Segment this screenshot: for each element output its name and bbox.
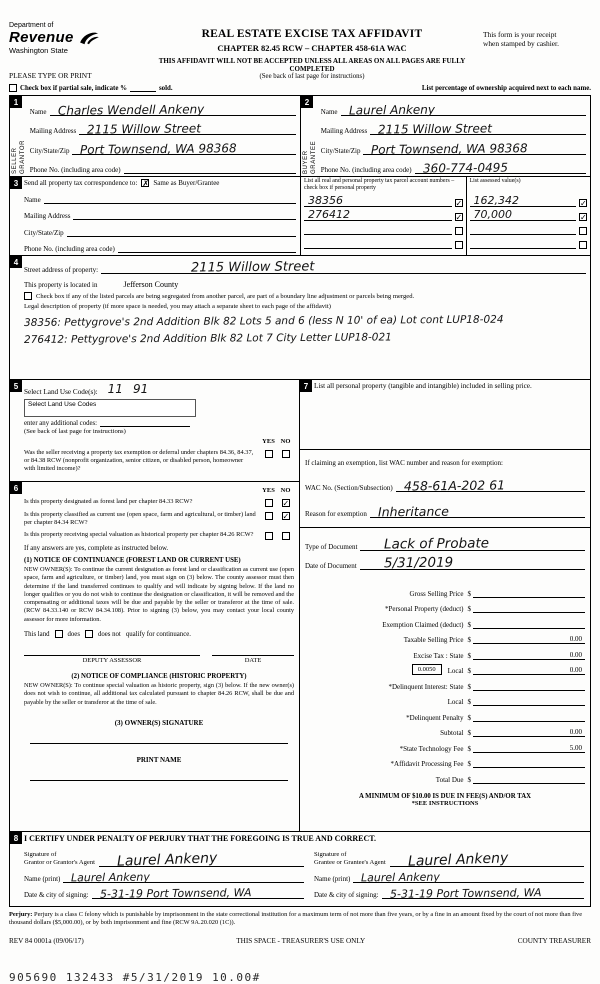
segregated-checkbox[interactable] [24,292,32,300]
notice-compliance-title: (2) NOTICE OF COMPLIANCE (HISTORIC PROPERTY) [71,673,247,681]
affidavit-form-box [9,95,591,907]
document-date-value: 5/31/2019 [383,554,454,572]
partial-sale-row [9,84,591,92]
does-label: does [67,630,80,638]
grantor-date-city-label: Date & city of signing: [24,891,89,899]
grantee-signature-label-1: Signature of [314,851,347,859]
located-county-value: Jefferson County [123,280,179,289]
assessed-value-4-field[interactable] [470,235,576,249]
property-description-section [10,256,590,380]
delinquent-interest-state-field[interactable] [473,682,585,691]
same-as-buyer-label: Same as Buyer/Grantee [153,179,220,187]
assessed-value-row [470,193,587,207]
buyer-section [300,96,590,176]
parcel-4-personal-property-checkbox[interactable] [455,241,463,249]
county-treasurer-label: COUNTY TREASURER [517,936,591,945]
grantor-signature-field[interactable] [99,845,304,870]
correspondence-label: Send all property tax correspondence to: [24,179,138,187]
forest-land-yes-checkbox[interactable] [265,499,273,507]
parcel-numbers-header: List all real and personal property tax parcel account numbers – check box if personal property [304,178,455,192]
correspondence-phone-label: Phone No. (including area code) [24,245,115,253]
section-8-number: 8 [10,832,22,844]
section-3-number: 3 [10,177,22,189]
buyer-name-label: Name [320,108,338,116]
certify-statement: I CERTIFY UNDER PENALTY OF PERJURY THAT THE FOREGOING IS TRUE AND CORRECT. [24,834,377,843]
correspondence-city-state-zip-label: City/State/Zip [24,228,64,237]
buyer-address-field[interactable] [370,117,586,135]
grantee-date-city-value: 5-31-19 Port Townsend, WA [389,886,542,901]
land-use-select[interactable]: Select Land Use Codes [24,399,196,417]
seller-city-state-zip-field[interactable] [72,137,296,155]
affidavit-processing-fee-field[interactable] [473,759,585,768]
seller-address-value: 2115 Willow Street [87,121,202,137]
section-6-number: 6 [10,482,22,494]
receipt-note [483,22,591,49]
taxable-selling-price-field[interactable]: 0.00 [473,635,585,644]
local-rate-box: 0.0050 [412,664,442,675]
document-date-field[interactable] [360,551,585,570]
this-land-label: This land [24,630,50,638]
same-as-buyer-checkbox[interactable]: ✗ [142,179,150,188]
grantee-signature-field[interactable] [390,845,584,870]
owners-signature-title: (3) OWNER(S) SIGNATURE [114,718,204,727]
land-use-code-label: Select Land Use Code(s): [24,388,98,396]
assessed-value-3-field[interactable] [470,221,576,235]
buyer-phone-field[interactable] [415,156,586,174]
land-use-code-section [10,380,299,482]
seller-side-label: SELLER [12,147,18,174]
correspondence-parcels-row [10,177,590,256]
historic-no-checkbox[interactable] [282,532,290,540]
grantor-date-city-field[interactable] [92,883,304,899]
yes-column-header: YES [262,438,275,445]
buyer-phone-value: 360-774-0495 [422,160,508,176]
title-block [141,22,483,53]
section-5-number: 5 [10,380,22,392]
buyer-address-label: Mailing Address [320,127,368,136]
certification-section [10,832,590,906]
correspondence-name-field[interactable] [44,189,296,204]
correspondence-address-label: Mailing Address [24,212,71,220]
land-designation-section [10,482,299,831]
middle-two-column-row [10,380,590,832]
buyer-name-value: Laurel Ankeny [348,102,435,118]
grantor-signature-label-1: Signature of [24,851,57,859]
document-date-label: Date of Document [305,562,357,570]
seller-phone-field[interactable] [124,156,296,174]
buyer-name-field[interactable] [341,98,587,116]
parcel-number-4-field[interactable] [304,235,452,249]
deputy-assessor-signature-line[interactable]: DEPUTY ASSESSOR [24,655,200,664]
grantor-date-city-value: 5-31-19 Port Townsend, WA [99,886,252,901]
deferral-question: Was the seller receiving a property tax exemption or deferral under chapters 84.36, 84.37, or 84.38 RCW (nonprofit organization, senior citizen, or disabled person, homeowner with limited income)? [24,449,254,472]
grantor-name-print-value: Laurel Ankeny [71,870,151,885]
assessed-value-4-checkbox[interactable] [579,241,587,249]
assessed-value-row [470,207,587,221]
assessed-value-row [470,235,587,249]
section-7-number: 7 [300,380,312,392]
logo-dept-text: Department of [9,22,54,29]
form-chapter: CHAPTER 82.45 RCW – CHAPTER 458-61A WAC [217,43,407,53]
parcel-row [304,193,463,207]
receipt-note-line1: This form is your receipt [483,30,557,39]
rev-form-code: REV 84 0001a (09/06/17) [9,936,84,945]
seller-section [10,96,300,176]
land-does-not-checkbox[interactable] [85,630,93,638]
grantor-name-print-field[interactable] [63,867,304,883]
ownership-note: List percentage of ownership acquired next to each name. [421,85,591,92]
additional-codes-field[interactable] [100,419,190,427]
parcel-row [304,235,463,249]
acceptance-notice: THIS AFFIDAVIT WILL NOT BE ACCEPTED UNLESS ALL AREAS ON ALL PAGES ARE FULLY COMPLETED [158,57,466,73]
form-footer-row [9,937,591,945]
subtotal-field[interactable]: 0.00 [473,728,585,737]
assessed-value-1-field[interactable]: 162,342 [470,193,576,207]
seller-city-state-zip-label: City/State/Zip [29,146,70,155]
section-1-number: 1 [10,96,22,108]
section5-see-back: (See back of last page for instructions) [24,428,126,435]
partial-sale-checkbox[interactable] [9,84,17,92]
buyer-city-state-zip-value: Port Townsend, WA 98368 [371,140,529,157]
assessed-value-2-checkbox[interactable]: ✓ [580,213,587,222]
logo-revenue-text: Revenue [9,29,74,46]
form-title: REAL ESTATE EXCISE TAX AFFIDAVIT [201,28,423,40]
grantor-name-print-label: Name (print) [24,875,61,883]
personal-property-label: List all personal property (tangible and intangible) included in selling price. [314,382,532,390]
print-name-line[interactable] [30,764,288,781]
header-row-2 [9,57,591,80]
historic-yes-checkbox[interactable] [265,532,273,540]
current-use-yes-checkbox[interactable] [265,512,273,520]
parcel-row [304,207,463,221]
no-column-header: NO [280,487,291,494]
segregated-label: Check box if any of the listed parcels are being segregated from another parcel, are part of a boundary line adjustment or parcels being merged. [36,292,415,300]
grantee-signature-value: Laurel Ankeny [407,850,509,870]
parcel-1-personal-property-checkbox[interactable]: ✓ [455,199,463,208]
exemption-reason-label: Reason for exemption [305,510,367,519]
seller-address-field[interactable] [79,117,296,135]
correspondence-phone-field[interactable] [118,238,296,253]
wac-number-field[interactable] [396,476,585,495]
grantee-name-print-value: Laurel Ankeny [361,870,441,885]
deferral-yes-checkbox[interactable] [265,450,273,458]
tax-computation-table: Gross Selling Price $ *Personal Property (deduct) $ Exemption Claimed (deduct) $ Taxable Selling Price $ 0.00 Excise Tax : State $ 0.00 0.0050 Local $ 0.00 *Delinquent Interest: State $ Local $ *Delinquent Penalty $ Subtotal $ 0.00 *State Technology Fee $ 5.00 *Affidavit Processing Fee $ Total Due $ [300,576,590,784]
assessed-value-3-checkbox[interactable] [579,227,587,235]
if-yes-instruction: If any answers are yes, complete as instructed below. [24,545,169,552]
current-use-question: Is this property classified as current use (open space, farm and agricultural, or timber) land per chapter 84.34 RCW? [24,511,256,526]
land-use-code-value-1: 11 [107,382,123,396]
delinquent-interest-local-field[interactable] [473,697,585,706]
partial-sale-label: Check box if partial sale, indicate % [20,85,127,92]
street-address-value: 2115 Willow Street [190,259,315,276]
state-technology-fee-field[interactable]: 5.00 [473,744,585,753]
document-type-value: Lack of Probate [384,535,490,553]
exemption-reason-field[interactable] [370,502,585,518]
forest-land-no-checkbox[interactable]: ✓ [282,499,290,508]
street-address-field[interactable] [101,257,586,274]
total-due-field[interactable] [473,775,585,784]
correspondence-city-state-zip-field[interactable] [67,222,296,237]
dor-logo [9,22,141,55]
section-2-number: 2 [301,96,313,108]
legal-description-line2: 276412: Pettygrove's 2nd Addition Blk 82 Lot 7 City Letter LUP18-021 [23,331,392,346]
parcel-2-personal-property-checkbox[interactable]: ✓ [455,213,463,222]
treasurer-space-label: THIS SPACE - TREASURER'S USE ONLY [236,936,366,945]
assessed-value-2-field[interactable]: 70,000 [470,207,576,221]
buyer-address-value: 2115 Willow Street [378,121,493,137]
wac-number-value: 458-61A-202 61 [403,477,505,495]
parcel-3-personal-property-checkbox[interactable] [455,227,463,235]
deferral-no-checkbox[interactable] [282,450,290,458]
seller-name-field[interactable] [50,98,297,116]
additional-codes-label: enter any additional codes: [24,420,98,427]
correspondence-name-label: Name [24,195,41,204]
seller-name-value: Charles Wendell Ankeny [57,102,204,118]
parcel-number-3-field[interactable] [304,221,452,235]
buyer-city-state-zip-field[interactable] [363,137,586,155]
legal-description-line1: 38356: Pettygrove's 2nd Addition Blk 82 Lots 5 and 6 (less N 10' of ea) Lot cont LUP18-024 [23,313,504,329]
section-4-number: 4 [10,256,22,268]
partial-percent-field[interactable] [130,84,156,92]
owners-signature-line[interactable] [30,727,288,744]
street-address-label: Street address of property: [24,266,99,274]
personal-property-deduct-field[interactable] [473,604,585,613]
parcel-numbers-section [300,177,590,255]
assessed-value-1-checkbox[interactable]: ✓ [580,199,587,208]
parcel-number-1-field[interactable]: 38356 [304,193,452,207]
seller-name-label: Name [29,108,47,116]
grantor-signature-block [24,845,304,899]
tax-correspondence-section [10,177,300,255]
no-column-header: NO [280,438,291,445]
grantee-name-print-field[interactable] [353,867,584,883]
land-does-checkbox[interactable] [55,630,63,638]
receipt-note-line2: when stamped by cashier. [483,39,559,49]
grantor-side-label: GRANTOR [19,139,26,174]
grantor-signature-label-2: Grantor or Grantor's Agent [24,859,95,867]
parcel-row [304,221,463,235]
please-type-or-print: PLEASE TYPE OR PRINT [9,71,92,80]
grantee-name-print-label: Name (print) [314,875,351,883]
legal-description-label: Legal description of property (if more space is needed, you may attach a separate sheet to each page of the affidavit) [24,303,331,310]
yes-column-header: YES [262,487,275,494]
buyer-side-label: BUYER [303,150,309,174]
correspondence-address-field[interactable] [73,205,296,220]
exemption-claimed-field[interactable] [473,620,585,629]
notice-continuance-title: (1) NOTICE OF CONTINUANCE (FOREST LAND OR CURRENT USE) [24,557,241,564]
partial-sale-suffix: sold. [159,85,173,92]
exemption-section [300,450,590,528]
minimum-fee-note: A MINIMUM OF $10.00 IS DUE IN FEE(S) AND/OR TAX [358,792,532,800]
forest-land-question: Is this property designated as forest land per chapter 84.33 RCW? [24,498,193,505]
logo-state-text: Washington State [9,46,68,55]
located-in-label: This property is located in [24,281,98,289]
perjury-text: Perjury is a class C felony which is punishable by imprisonment in the state correctional institution for a maximum term of not more than five years, or by a fine in an amount fixed by the court of not more than five thousand dollars ($5,000.00), or by both imprisonment and fine (RCW 9A.20.020 (1C)). [9,911,583,927]
grantee-signature-label-2: Grantee or Grantee's Agent [314,859,386,867]
document-type-field[interactable] [360,532,585,551]
print-name-title: PRINT NAME [136,755,182,764]
revenue-swoosh-icon [78,30,100,46]
assessed-values-header: List assessed value(s) [469,178,521,184]
current-use-no-checkbox[interactable]: ✓ [282,512,290,521]
land-use-code-value-2: 91 [132,382,149,396]
notice-compliance-body: NEW OWNER(S): To continue special valuation as historic property, sign (3) below. If the new owner(s) does not wish to continue, all additional tax calculated pursuant to chapter 84.26 RCW, shall be due and payable by the seller or transferor at the time of sale. [24,682,294,706]
grantee-signature-block [304,845,584,899]
perjury-notice [9,911,591,928]
perjury-label: Perjury: [9,911,33,918]
seller-city-state-zip-value: Port Townsend, WA 98368 [80,140,238,157]
delinquent-penalty-field[interactable] [473,713,585,722]
see-back-note: (See back of last page for instructions) [259,73,365,80]
grantee-side-label: GRANTEE [310,140,317,174]
personal-property-section [300,380,590,450]
gross-selling-price-field[interactable] [473,589,585,598]
qualify-label: qualify for continuance. [125,630,191,638]
grantor-signature-value: Laurel Ankeny [116,850,218,870]
see-instructions-note: *SEE INSTRUCTIONS [411,799,479,807]
document-type-label: Type of Document [305,543,358,551]
excise-tax-state-field[interactable]: 0.00 [473,651,585,660]
seller-address-label: Mailing Address [29,127,77,136]
buyer-city-state-zip-label: City/State/Zip [320,146,361,155]
seller-phone-label: Phone No. (including area code) [29,165,121,174]
parcel-number-2-field[interactable]: 276412 [304,207,452,221]
parties-row [10,96,590,177]
document-section [300,528,590,576]
grantee-date-city-label: Date & city of signing: [314,891,379,899]
exemption-reason-value: Inheritance [377,503,449,520]
assessed-value-row [470,221,587,235]
buyer-phone-label: Phone No. (including area code) [320,165,412,174]
form-header [9,22,591,55]
excise-tax-local-field[interactable]: 0.00 [473,666,585,675]
historic-property-question: Is this property receiving special valuation as historical property per chapter 84.26 RCW? [24,531,254,538]
notice-continuance-body: NEW OWNER(S): To continue the current designation as forest land or classification as current use (open space, farm and agriculture, or timber) land, you must sign on (3) below. The county assessor must then determine if the land transferred continues to qualify and will indicate by signing below. If the land no longer qualifies or you do not wish to continue the designation or classification, it will be removed and the compensating or additional taxes will be due and payable by the seller or transferor at the time of sale. (RCW 84.33.140 or RCW 84.34.108). Prior to signing (3) below, you may contact your local county assessor for more information. [24,566,294,623]
does-not-label: does not [97,630,121,638]
grantee-date-city-field[interactable] [382,883,584,899]
wac-number-label: WAC No. (Section/Subsection) [305,484,393,493]
deputy-assessor-date-line[interactable]: DATE [212,655,294,664]
exemption-note: If claiming an exemption, list WAC number and reason for exemption: [305,458,503,467]
cashier-receipt-stamp: 905690 132433 #5/31/2019 10.00# [9,970,261,984]
